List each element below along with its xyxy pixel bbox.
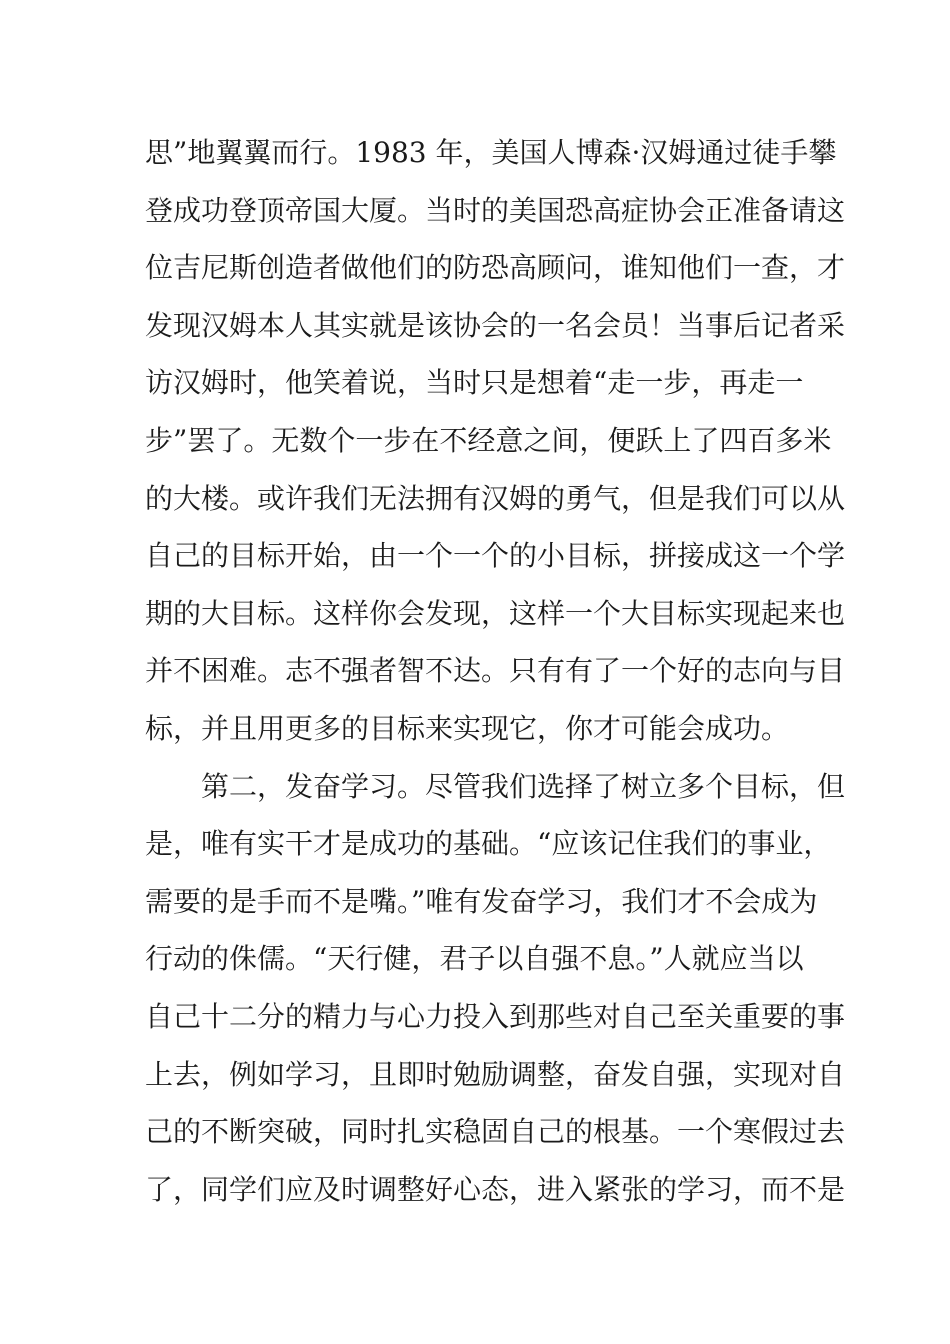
- text-line: 登成功登顶帝国大厦。当时的美国恐高症协会正准备请这: [145, 193, 846, 227]
- text-line: 上去，例如学习，且即时勉励调整，奋发自强，实现对自: [145, 1057, 846, 1091]
- text-line: 期的大目标。这样你会发现，这样一个大目标实现起来也: [145, 596, 846, 630]
- text-line: 位吉尼斯创造者做他们的防恐高顾问，谁知他们一查，才: [145, 251, 846, 285]
- text-line: 行动的侏儒。“天行健，君子以自强不息。”人就应当以: [145, 942, 804, 976]
- text-line: 思”地翼翼而行。1983 年，美国人博森·汉姆通过徒手攀: [145, 136, 837, 169]
- paragraph-start-line: 第二，发奋学习。尽管我们选择了树立多个目标，但: [201, 769, 846, 803]
- body-text: [145, 124, 846, 1218]
- text-line: 标，并且用更多的目标来实现它，你才可能会成功。: [145, 711, 790, 745]
- text-line: 步”罢了。无数个一步在不经意之间，便跃上了四百多米: [145, 423, 832, 457]
- text-line: 访汉姆时，他笑着说，当时只是想着“走一步，再走一: [145, 366, 804, 400]
- text-line: 己的不断突破，同时扎实稳固自己的根基。一个寒假过去: [145, 1115, 846, 1149]
- text-line: 了，同学们应及时调整好心态，进入紧张的学习，而不是: [145, 1172, 846, 1206]
- text-line: 自己的目标开始，由一个一个的小目标，拼接成这一个学: [145, 539, 846, 573]
- text-line: 并不困难。志不强者智不达。只有有了一个好的志向与目: [145, 654, 846, 688]
- text-line: 发现汉姆本人其实就是该协会的一名会员！当事后记者采: [145, 308, 846, 342]
- text-line: 是，唯有实干才是成功的基础。“应该记住我们的事业，: [145, 827, 832, 861]
- text-line: 自己十二分的精力与心力投入到那些对自己至关重要的事: [145, 999, 846, 1033]
- text-line: 的大楼。或许我们无法拥有汉姆的勇气，但是我们可以从: [145, 481, 846, 515]
- text-line: 需要的是手而不是嘴。”唯有发奋学习，我们才不会成为: [145, 884, 818, 918]
